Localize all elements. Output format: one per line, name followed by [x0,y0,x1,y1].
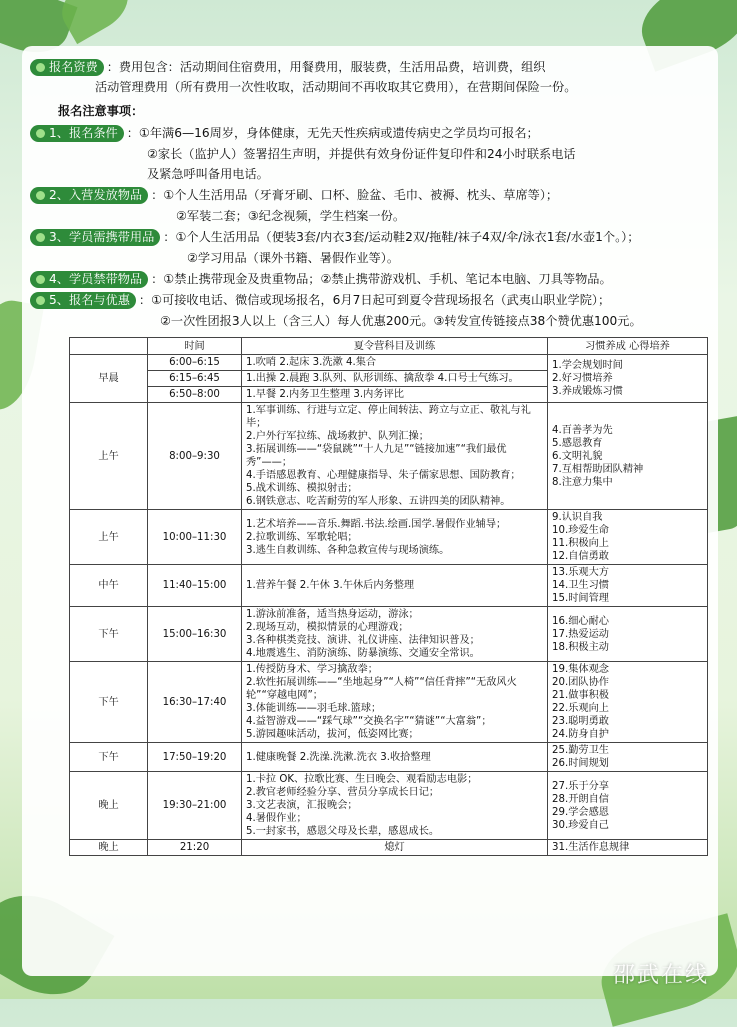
section-5-line-2: ②一次性团报3人以上（含三人）每人优惠200元。③转发宣传链接点38个赞优惠100元。 [160,314,642,328]
time-cell: 21:20 [148,840,242,856]
bullet-icon [36,296,45,305]
section-3-tag: 3、学员需携带用品 [30,229,160,246]
table-row [70,743,708,772]
schedule-table [69,337,708,856]
content-cell: 1.艺术培养——音乐.舞蹈.书法.绘画.国学.暑假作业辅导； 2.拉歌训练、军歌轮唱； 3.逃生自救训练、各种急救宣传与现场演练。 [242,510,548,565]
habit-cell: 31.生活作息规律 [548,840,708,856]
time-cell: 6:15–6:45 [148,371,242,387]
table-row [70,355,708,371]
content-cell: 1.营养午餐 2.午休 3.午休后内务整理 [242,565,548,607]
content-cell: 1.军事训练、行进与立定、停止间转法、跨立与立正、敬礼与礼毕； 2.户外行军拉练、战场救护、队列汇操； 3.拓展训练——“袋鼠跳”“十人九足”“链接加速”“我们最优秀”——； 4.手语感恩教育、心理健康指导、朱子儒家思想、国防教育； 5.战术训练、模拟射击； 6.钢铁意志、吃苦耐劳的军人形象、五讲四美的团队精神。 [242,403,548,510]
table-row [70,607,708,662]
content-cell: 熄灯 [242,840,548,856]
bullet-icon [36,275,45,284]
section-1-line-2: ②家长（监护人）签署招生声明，并提供有效身份证件复印件和24小时联系电话 [147,147,576,161]
period-cell: 晚上 [70,772,148,840]
table-row [70,510,708,565]
content-cell: 1.传授防身术、学习擒敌拳； 2.软性拓展训练——“坐地起身”“人椅”“信任背摔”“无敌风火轮”“穿越电网”； 3.体能训练——羽毛球.篮球； 4.益智游戏——“踩气球”“交换名字”“猜谜”“大富翁”； 5.游园趣味活动，拔河，低姿网比赛； [242,662,548,743]
content-cell: 1.吹哨 2.起床 3.洗漱 4.集合 [242,355,548,371]
time-cell: 8:00–9:30 [148,403,242,510]
period-cell: 上午 [70,403,148,510]
period-cell: 下午 [70,662,148,743]
habit-cell: 1.学会规划时间 2.好习惯培养 3.养成锻炼习惯 [548,355,708,403]
section-1: 1、报名条件 ：①年满6—16周岁，身体健康，无先天性疾病或遗传病史之学员均可报名； [30,124,539,143]
section-2: 2、入营发放物品 ：①个人生活用品（牙膏牙刷、口杯、脸盆、毛巾、被褥、枕头、草席等）； [30,186,558,205]
header-period [70,338,148,355]
table-row [70,403,708,510]
period-cell: 下午 [70,743,148,772]
notice-title: 报名注意事项： [58,104,144,118]
fees-line-2: 活动管理费用（所有费用一次性收取，活动期间不再收取其它费用），在营期间保险一份。 [95,80,577,94]
section-2-line-2: ②军装二套；③纪念视频，学生档案一份。 [176,209,406,223]
fees-text: ：费用包含：活动期间住宿费用，用餐费用，服装费，生活用品费，培训费，组织 [106,60,546,74]
habit-cell: 4.百善孝为先 5.感恩教育 6.文明礼貌 7.互相帮助团队精神 8.注意力集中 [548,403,708,510]
header-habit: 习惯养成 心得培养 [548,338,708,355]
bullet-icon [36,233,45,242]
time-cell: 17:50–19:20 [148,743,242,772]
period-cell: 中午 [70,565,148,607]
time-cell: 6:50–8:00 [148,387,242,403]
time-cell: 11:40–15:00 [148,565,242,607]
time-cell: 10:00–11:30 [148,510,242,565]
bullet-icon [36,129,45,138]
habit-cell: 27.乐于分享 28.开朗自信 29.学会感恩 30.珍爱自己 [548,772,708,840]
fees-line [30,58,546,77]
section-5: 5、报名与优惠 ：①可接收电话、微信或现场报名，6月7日起可到夏令营现场报名（武夷山职业学院）； [30,291,610,310]
time-cell: 16:30–17:40 [148,662,242,743]
habit-cell: 25.勤劳卫生 26.时间规划 [548,743,708,772]
section-1-line-3: 及紧急呼叫备用电话。 [147,167,269,181]
table-header-row [70,338,708,355]
period-cell: 早晨 [70,355,148,403]
habit-cell: 9.认识自我 10.珍爱生命 11.积极向上 12.自信勇敢 [548,510,708,565]
bullet-icon [36,191,45,200]
habit-cell: 13.乐观大方 14.卫生习惯 15.时间管理 [548,565,708,607]
period-cell: 上午 [70,510,148,565]
content-cell: 1.卡拉 OK、拉歌比赛、生日晚会、观看励志电影； 2.教官老师经验分享、营员分享成长日记； 3.文艺表演，汇报晚会； 4.暑假作业； 5.一封家书，感恩父母及长辈，感恩成长。 [242,772,548,840]
time-cell: 6:00–6:15 [148,355,242,371]
time-cell: 15:00–16:30 [148,607,242,662]
table-row [70,840,708,856]
header-time: 时间 [148,338,242,355]
section-4-tag: 4、学员禁带物品 [30,271,148,288]
content-cell: 1.健康晚餐 2.洗澡.洗漱.洗衣 3.收拾整理 [242,743,548,772]
fees-tag: 报名资费 [30,59,104,76]
watermark: 邵武在线 [612,963,709,988]
section-2-tag: 2、入营发放物品 [30,187,148,204]
habit-cell: 19.集体观念 20.团队协作 21.做事积极 22.乐观向上 23.聪明勇敢 24.防身自护 [548,662,708,743]
time-cell: 19:30–21:00 [148,772,242,840]
section-4: 4、学员禁带物品 ：①禁止携带现金及贵重物品；②禁止携带游戏机、手机、笔记本电脑、刀具等物品。 [30,270,612,289]
content-cell: 1.游泳前准备，适当热身运动，游泳； 2.现场互动，模拟情景的心理游戏； 3.各种棋类竞技、演讲、礼仪讲座、法律知识普及； 4.地震逃生、消防演练、防暴演练、交通安全常识。 [242,607,548,662]
table-row [70,565,708,607]
habit-cell: 16.细心耐心 17.热爱运动 18.积极主动 [548,607,708,662]
period-cell: 下午 [70,607,148,662]
table-row [70,772,708,840]
content-cell: 1.出操 2.晨跑 3.队列、队形训练、擒敌拳 4.口号士气练习。 [242,371,548,387]
table-row [70,662,708,743]
section-1-tag: 1、报名条件 [30,125,124,142]
section-5-tag: 5、报名与优惠 [30,292,136,309]
header-content: 夏令营科目及训练 [242,338,548,355]
period-cell: 晚上 [70,840,148,856]
section-3-line-2: ②学习用品（课外书籍、暑假作业等）。 [187,251,400,265]
content-cell: 1.早餐 2.内务卫生整理 3.内务评比 [242,387,548,403]
section-3: 3、学员需携带用品 ：①个人生活用品（便装3套/内衣3套/运动鞋2双/拖鞋/袜子4双/伞/泳衣1套/水壶1个。）； [30,228,639,247]
bullet-icon [36,63,45,72]
